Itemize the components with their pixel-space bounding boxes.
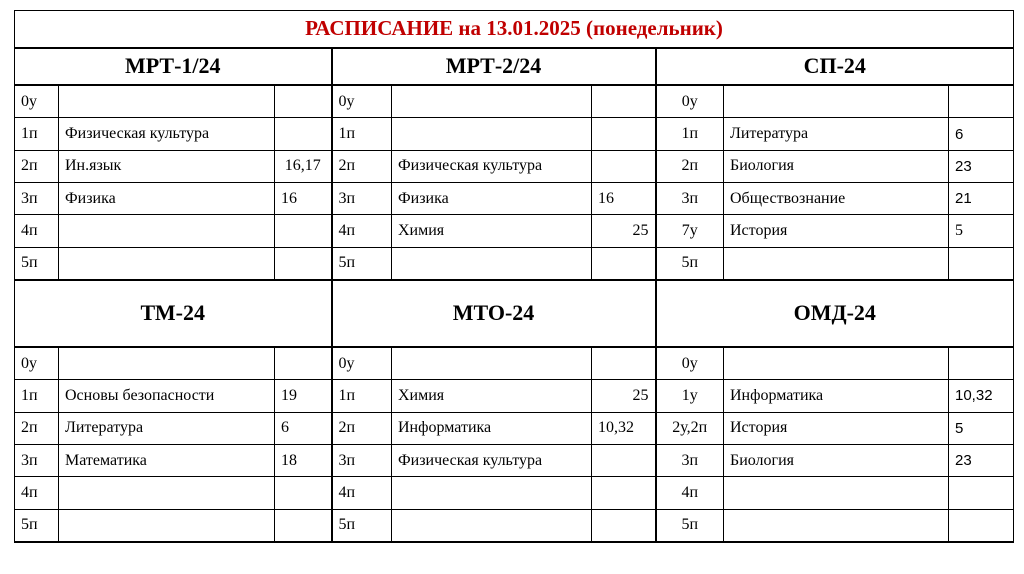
- room-cell: 16: [275, 183, 332, 215]
- subject-cell: [59, 247, 275, 280]
- pair-number: 3п: [332, 183, 392, 215]
- subject-cell: Физическая культура: [392, 150, 592, 182]
- pair-number: 1п: [15, 380, 59, 412]
- pair-number: 4п: [332, 215, 392, 247]
- subject-cell: Информатика: [392, 412, 592, 444]
- pair-number: 2п: [332, 412, 392, 444]
- room-cell: [275, 215, 332, 247]
- group-header: СП-24: [656, 48, 1014, 86]
- pair-number: 5п: [332, 247, 392, 280]
- group-header: МРТ-1/24: [15, 48, 332, 86]
- table-row: [15, 150, 1014, 182]
- subject-cell: Ин.язык: [59, 150, 275, 182]
- pair-number: 4п: [15, 477, 59, 509]
- table-row: [15, 183, 1014, 215]
- subject-cell: [59, 509, 275, 542]
- subject-cell: [392, 509, 592, 542]
- table-row: [15, 247, 1014, 280]
- room-cell: [592, 444, 656, 476]
- schedule-table: [14, 10, 1014, 543]
- pair-number: 3п: [656, 183, 724, 215]
- subject-cell: [59, 347, 275, 380]
- room-cell: 5: [949, 412, 1014, 444]
- subject-cell: История: [724, 215, 949, 247]
- subject-cell: Математика: [59, 444, 275, 476]
- pair-number: 0у: [332, 347, 392, 380]
- subject-cell: Физика: [59, 183, 275, 215]
- subject-cell: [392, 477, 592, 509]
- subject-cell: Биология: [724, 150, 949, 182]
- pair-number: 2п: [15, 412, 59, 444]
- subject-cell: Физическая культура: [59, 118, 275, 150]
- pair-number: 2у,2п: [656, 412, 724, 444]
- room-cell: [949, 85, 1014, 118]
- room-cell: [592, 509, 656, 542]
- subject-cell: Литература: [59, 412, 275, 444]
- room-cell: 10,32: [592, 412, 656, 444]
- pair-number: 5п: [656, 509, 724, 542]
- table-row: [15, 444, 1014, 476]
- subject-cell: Химия: [392, 380, 592, 412]
- pair-number: 2п: [15, 150, 59, 182]
- group-header: МРТ-2/24: [332, 48, 656, 86]
- table-row: [15, 85, 1014, 118]
- room-cell: [949, 347, 1014, 380]
- subject-cell: Физическая культура: [392, 444, 592, 476]
- group-header: МТО-24: [332, 280, 656, 347]
- pair-number: 0у: [656, 347, 724, 380]
- room-cell: [275, 247, 332, 280]
- room-cell: [592, 247, 656, 280]
- table-row: [15, 215, 1014, 247]
- page-title: РАСПИСАНИЕ на 13.01.2025 (понедельник): [15, 11, 1014, 48]
- room-cell: 25: [592, 215, 656, 247]
- subject-cell: [59, 85, 275, 118]
- subject-cell: [724, 85, 949, 118]
- room-cell: 21: [949, 183, 1014, 215]
- pair-number: 5п: [332, 509, 392, 542]
- group-header: ТМ-24: [15, 280, 332, 347]
- subject-cell: [392, 118, 592, 150]
- room-cell: 16,17: [275, 150, 332, 182]
- room-cell: [275, 347, 332, 380]
- room-cell: 23: [949, 444, 1014, 476]
- room-cell: [275, 85, 332, 118]
- room-cell: 5: [949, 215, 1014, 247]
- group-header: ОМД-24: [656, 280, 1014, 347]
- pair-number: 1п: [332, 380, 392, 412]
- pair-number: 3п: [332, 444, 392, 476]
- subject-cell: [724, 477, 949, 509]
- pair-number: 5п: [15, 247, 59, 280]
- room-cell: 10,32: [949, 380, 1014, 412]
- subject-cell: Биология: [724, 444, 949, 476]
- pair-number: 1п: [332, 118, 392, 150]
- room-cell: [275, 509, 332, 542]
- room-cell: 18: [275, 444, 332, 476]
- subject-cell: Информатика: [724, 380, 949, 412]
- room-cell: 6: [275, 412, 332, 444]
- subject-cell: [724, 347, 949, 380]
- pair-number: 2п: [656, 150, 724, 182]
- pair-number: 7у: [656, 215, 724, 247]
- room-cell: [592, 347, 656, 380]
- subject-cell: [59, 215, 275, 247]
- pair-number: 3п: [15, 183, 59, 215]
- table-row: [15, 412, 1014, 444]
- pair-number: 4п: [656, 477, 724, 509]
- room-cell: 25: [592, 380, 656, 412]
- room-cell: [275, 477, 332, 509]
- room-cell: 23: [949, 150, 1014, 182]
- subject-cell: [392, 347, 592, 380]
- pair-number: 0у: [332, 85, 392, 118]
- subject-cell: [724, 509, 949, 542]
- pair-number: 1п: [656, 118, 724, 150]
- pair-number: 0у: [15, 347, 59, 380]
- pair-number: 0у: [656, 85, 724, 118]
- room-cell: [592, 118, 656, 150]
- room-cell: [592, 85, 656, 118]
- table-row: [15, 477, 1014, 509]
- room-cell: 16: [592, 183, 656, 215]
- pair-number: 2п: [332, 150, 392, 182]
- subject-cell: Обществознание: [724, 183, 949, 215]
- subject-cell: [392, 247, 592, 280]
- subject-cell: Основы безопасности: [59, 380, 275, 412]
- room-cell: [949, 509, 1014, 542]
- pair-number: 1п: [15, 118, 59, 150]
- subject-cell: История: [724, 412, 949, 444]
- room-cell: [592, 477, 656, 509]
- pair-number: 5п: [656, 247, 724, 280]
- subject-cell: Физика: [392, 183, 592, 215]
- pair-number: 0у: [15, 85, 59, 118]
- subject-cell: [392, 85, 592, 118]
- table-row: [15, 509, 1014, 542]
- subject-cell: Литература: [724, 118, 949, 150]
- room-cell: 19: [275, 380, 332, 412]
- pair-number: 5п: [15, 509, 59, 542]
- subject-cell: [59, 477, 275, 509]
- room-cell: [275, 118, 332, 150]
- room-cell: [949, 247, 1014, 280]
- table-row: [15, 347, 1014, 380]
- pair-number: 1у: [656, 380, 724, 412]
- pair-number: 3п: [15, 444, 59, 476]
- room-cell: 6: [949, 118, 1014, 150]
- subject-cell: [724, 247, 949, 280]
- table-row: [15, 118, 1014, 150]
- subject-cell: Химия: [392, 215, 592, 247]
- room-cell: [949, 477, 1014, 509]
- pair-number: 4п: [15, 215, 59, 247]
- table-row: [15, 380, 1014, 412]
- room-cell: [592, 150, 656, 182]
- pair-number: 3п: [656, 444, 724, 476]
- pair-number: 4п: [332, 477, 392, 509]
